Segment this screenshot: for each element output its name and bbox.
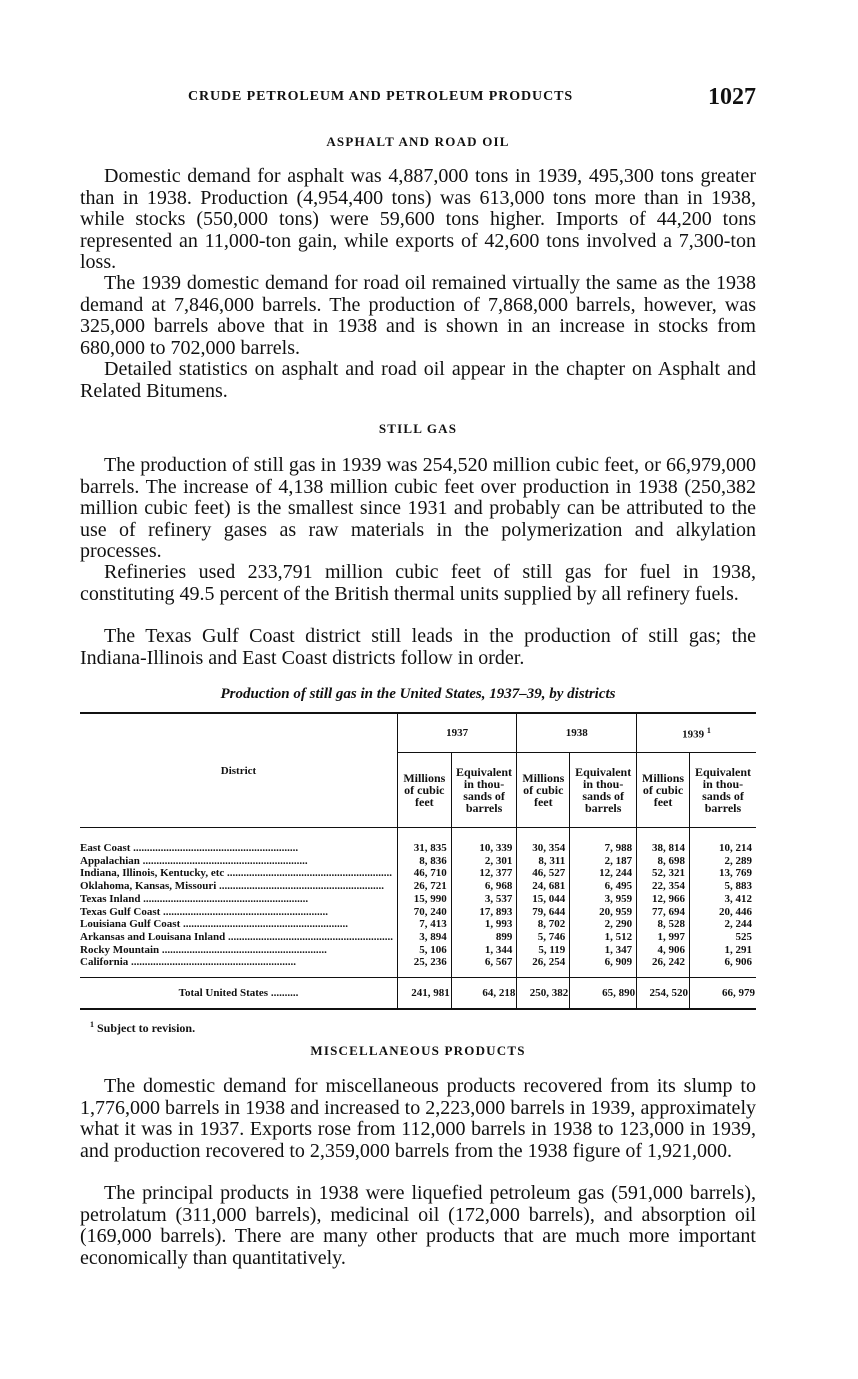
asphalt-heading: ASPHALT AND ROAD OIL (326, 134, 510, 149)
subheader-millions-1939: Millions of cubic feet (637, 753, 690, 828)
table-cell: 5, 883 (689, 880, 756, 893)
table-cell: 2, 290 (570, 918, 637, 931)
district-name: California ............................................................ (80, 956, 297, 969)
total-cell: 254, 520 (637, 978, 690, 1010)
asphalt-paragraph-3: Detailed statistics on asphalt and road oil appear in the chapter on Asphalt and Related Bitumens. (80, 358, 756, 402)
table-cell: 1, 347 (570, 944, 637, 957)
table-row (80, 893, 756, 906)
misc-paragraph-2: The principal products in 1938 were liquefied petroleum gas (591,000 barrels), petrolatum (311,000 barrels), medicinal oil (172,000 barrels), and absorption oil (169,000 barrels). There are many other products that are much more important economically than quantitatively. (80, 1182, 756, 1269)
table-row (80, 828, 756, 855)
table-cell: 10, 339 (451, 828, 517, 855)
table-cell: 38, 814 (637, 828, 690, 855)
running-head (80, 84, 756, 110)
misc-products-heading: MISCELLANEOUS PRODUCTS (310, 1043, 526, 1058)
table-cell: 4, 906 (637, 944, 690, 957)
year-header-1937: 1937 (397, 713, 516, 753)
district-name: Texas Inland ............................................................ (80, 892, 309, 905)
table-cell: 2, 289 (689, 855, 756, 868)
table-cell: 13, 769 (689, 867, 756, 880)
district-name: Arkansas and Louisana Inland ............................................................ (80, 930, 393, 943)
asphalt-paragraph-2: The 1939 domestic demand for road oil remained virtually the same as the 1938 demand at 7,846,000 barrels. The production of 7,868,000 barrels, however, was 325,000 barrels above that in 1938 and is shown in an increase in stocks from 680,000 to 702,000 barrels. (80, 272, 756, 359)
table-cell: 3, 959 (570, 893, 637, 906)
table-cell: 79, 644 (517, 906, 570, 919)
still-gas-paragraph-1: The production of still gas in 1939 was 254,520 million cubic feet, or 66,979,000 barrels. The increase of 4,138 million cubic feet over production in 1938 (250,382 million cubic feet) is the smallest since 1931 and probably can be attributed to the use of refinery gases as raw materials in the polymerization and alkylation processes. (80, 454, 756, 562)
table-cell: 8, 698 (637, 855, 690, 868)
table-cell: 20, 446 (689, 906, 756, 919)
year-header-1939 (637, 713, 756, 753)
table-cell: 46, 710 (397, 867, 451, 880)
table-cell: 12, 377 (451, 867, 517, 880)
table-cell: 525 (689, 931, 756, 944)
table-cell: 30, 354 (517, 828, 570, 855)
table-cell: 31, 835 (397, 828, 451, 855)
district-name: Appalachian ............................................................ (80, 854, 308, 867)
table-cell: 1, 993 (451, 918, 517, 931)
table-cell: 17, 893 (451, 906, 517, 919)
table-cell: 8, 311 (517, 855, 570, 868)
table-cell: 26, 254 (517, 956, 570, 977)
table-cell: 2, 244 (689, 918, 756, 931)
table-cell: 46, 527 (517, 867, 570, 880)
subheader-equivalent-1937: Equivalent in thou- sands of barrels (451, 753, 517, 828)
table-cell: 22, 354 (637, 880, 690, 893)
table-cell: 6, 968 (451, 880, 517, 893)
table-cell: 7, 988 (570, 828, 637, 855)
table-body (80, 828, 756, 978)
subheader-millions-1938: Millions of cubic feet (517, 753, 570, 828)
misc-paragraph-1: The domestic demand for miscellaneous products recovered from its slump to 1,776,000 barrels in 1938 and increased to 2,223,000 barrels in 1939, approximately what it was in 1937. Exports rose from 112,000 barrels in 1938 to 123,000 in 1939, and production recovered to 2,359,000 barrels from the 1938 figure of 1,921,000. (80, 1075, 756, 1162)
district-name: East Coast ............................................................ (80, 828, 397, 855)
table-cell: 8, 702 (517, 918, 570, 931)
still-gas-table (80, 712, 756, 1010)
table-cell: 8, 836 (397, 855, 451, 868)
table-cell: 1, 344 (451, 944, 517, 957)
table-row (80, 918, 756, 931)
table-cell: 5, 746 (517, 931, 570, 944)
table-cell: 52, 321 (637, 867, 690, 880)
table-cell: 6, 906 (689, 956, 756, 977)
table-caption: Production of still gas in the United States, 1937–39, by districts (220, 686, 616, 702)
year-1939-label: 1939 (682, 728, 705, 741)
total-cell: 250, 382 (517, 978, 570, 1010)
table-cell: 2, 187 (570, 855, 637, 868)
district-header: District (80, 713, 397, 828)
total-cell: 65, 890 (570, 978, 637, 1010)
table-cell: 15, 044 (517, 893, 570, 906)
table-cell: 70, 240 (397, 906, 451, 919)
table-cell: 3, 412 (689, 893, 756, 906)
table-cell: 6, 909 (570, 956, 637, 977)
table-cell: 20, 959 (570, 906, 637, 919)
table-cell: 26, 721 (397, 880, 451, 893)
table-cell: 1, 997 (637, 931, 690, 944)
year-header-1938: 1938 (517, 713, 637, 753)
table-cell: 1, 512 (570, 931, 637, 944)
table-row (80, 867, 756, 880)
table-cell: 25, 236 (397, 956, 451, 977)
table-row (80, 931, 756, 944)
footnote-mark: 1 (90, 1020, 94, 1029)
year-footnote-mark: 1 (706, 726, 711, 736)
total-label: Total United States .......... (80, 978, 397, 1010)
district-name: Texas Gulf Coast ............................................................ (80, 905, 329, 918)
total-row (80, 978, 756, 1010)
table-row (80, 906, 756, 919)
table-footnote (90, 1020, 195, 1036)
district-name: Louisiana Gulf Coast ............................................................ (80, 918, 348, 931)
table-cell: 10, 214 (689, 828, 756, 855)
table-cell: 8, 528 (637, 918, 690, 931)
district-name: Indiana, Illinois, Kentucky, etc ............................................................ (80, 867, 393, 880)
still-gas-heading: STILL GAS (378, 421, 458, 436)
table-cell: 7, 413 (397, 918, 451, 931)
table-cell: 24, 681 (517, 880, 570, 893)
table-cell: 5, 106 (397, 944, 451, 957)
total-cell: 241, 981 (397, 978, 451, 1010)
table-row (80, 880, 756, 893)
table-cell: 5, 119 (517, 944, 570, 957)
page-number: 1027 (708, 84, 756, 110)
table-cell: 6, 567 (451, 956, 517, 977)
table-cell: 26, 242 (637, 956, 690, 977)
district-name: Rocky Mountain ............................................................ (80, 943, 327, 956)
table-cell: 3, 894 (397, 931, 451, 944)
district-name: Oklahoma, Kansas, Missouri ............................................................ (80, 880, 385, 893)
still-gas-paragraph-2: Refineries used 233,791 million cubic feet of still gas for fuel in 1938, constituting 49.5 percent of the British thermal units supplied by all refinery fuels. (80, 561, 756, 605)
total-cell: 64, 218 (451, 978, 517, 1010)
table-cell: 6, 495 (570, 880, 637, 893)
table-row (80, 956, 756, 977)
table-cell: 77, 694 (637, 906, 690, 919)
asphalt-paragraph-1: Domestic demand for asphalt was 4,887,000 tons in 1939, 495,300 tons greater than in 1938. Production (4,954,400 tons) was 613,000 tons more than in 1938, while stocks (550,000 tons) were 59,600 tons higher. Imports of 44,200 tons represented an 11,000-ton gain, while exports of 42,600 tons involved a 7,300-ton loss. (80, 165, 756, 273)
total-cell: 66, 979 (689, 978, 756, 1010)
running-title: CRUDE PETROLEUM AND PETROLEUM PRODUCTS (188, 89, 573, 104)
subheader-millions-1937: Millions of cubic feet (397, 753, 451, 828)
still-gas-paragraph-3: The Texas Gulf Coast district still leads in the production of still gas; the Indiana-Illinois and East Coast districts follow in order. (80, 625, 756, 669)
table-cell: 1, 291 (689, 944, 756, 957)
table-cell: 15, 990 (397, 893, 451, 906)
table-cell: 12, 966 (637, 893, 690, 906)
table-cell: 899 (451, 931, 517, 944)
table-row (80, 944, 756, 957)
footnote-text: Subject to revision. (97, 1021, 196, 1035)
table-cell: 2, 301 (451, 855, 517, 868)
subheader-equivalent-1938: Equivalent in thou- sands of barrels (570, 753, 637, 828)
subheader-equivalent-1939: Equivalent in thou- sands of barrels (689, 753, 756, 828)
table-row (80, 855, 756, 868)
table-cell: 12, 244 (570, 867, 637, 880)
table-cell: 3, 537 (451, 893, 517, 906)
